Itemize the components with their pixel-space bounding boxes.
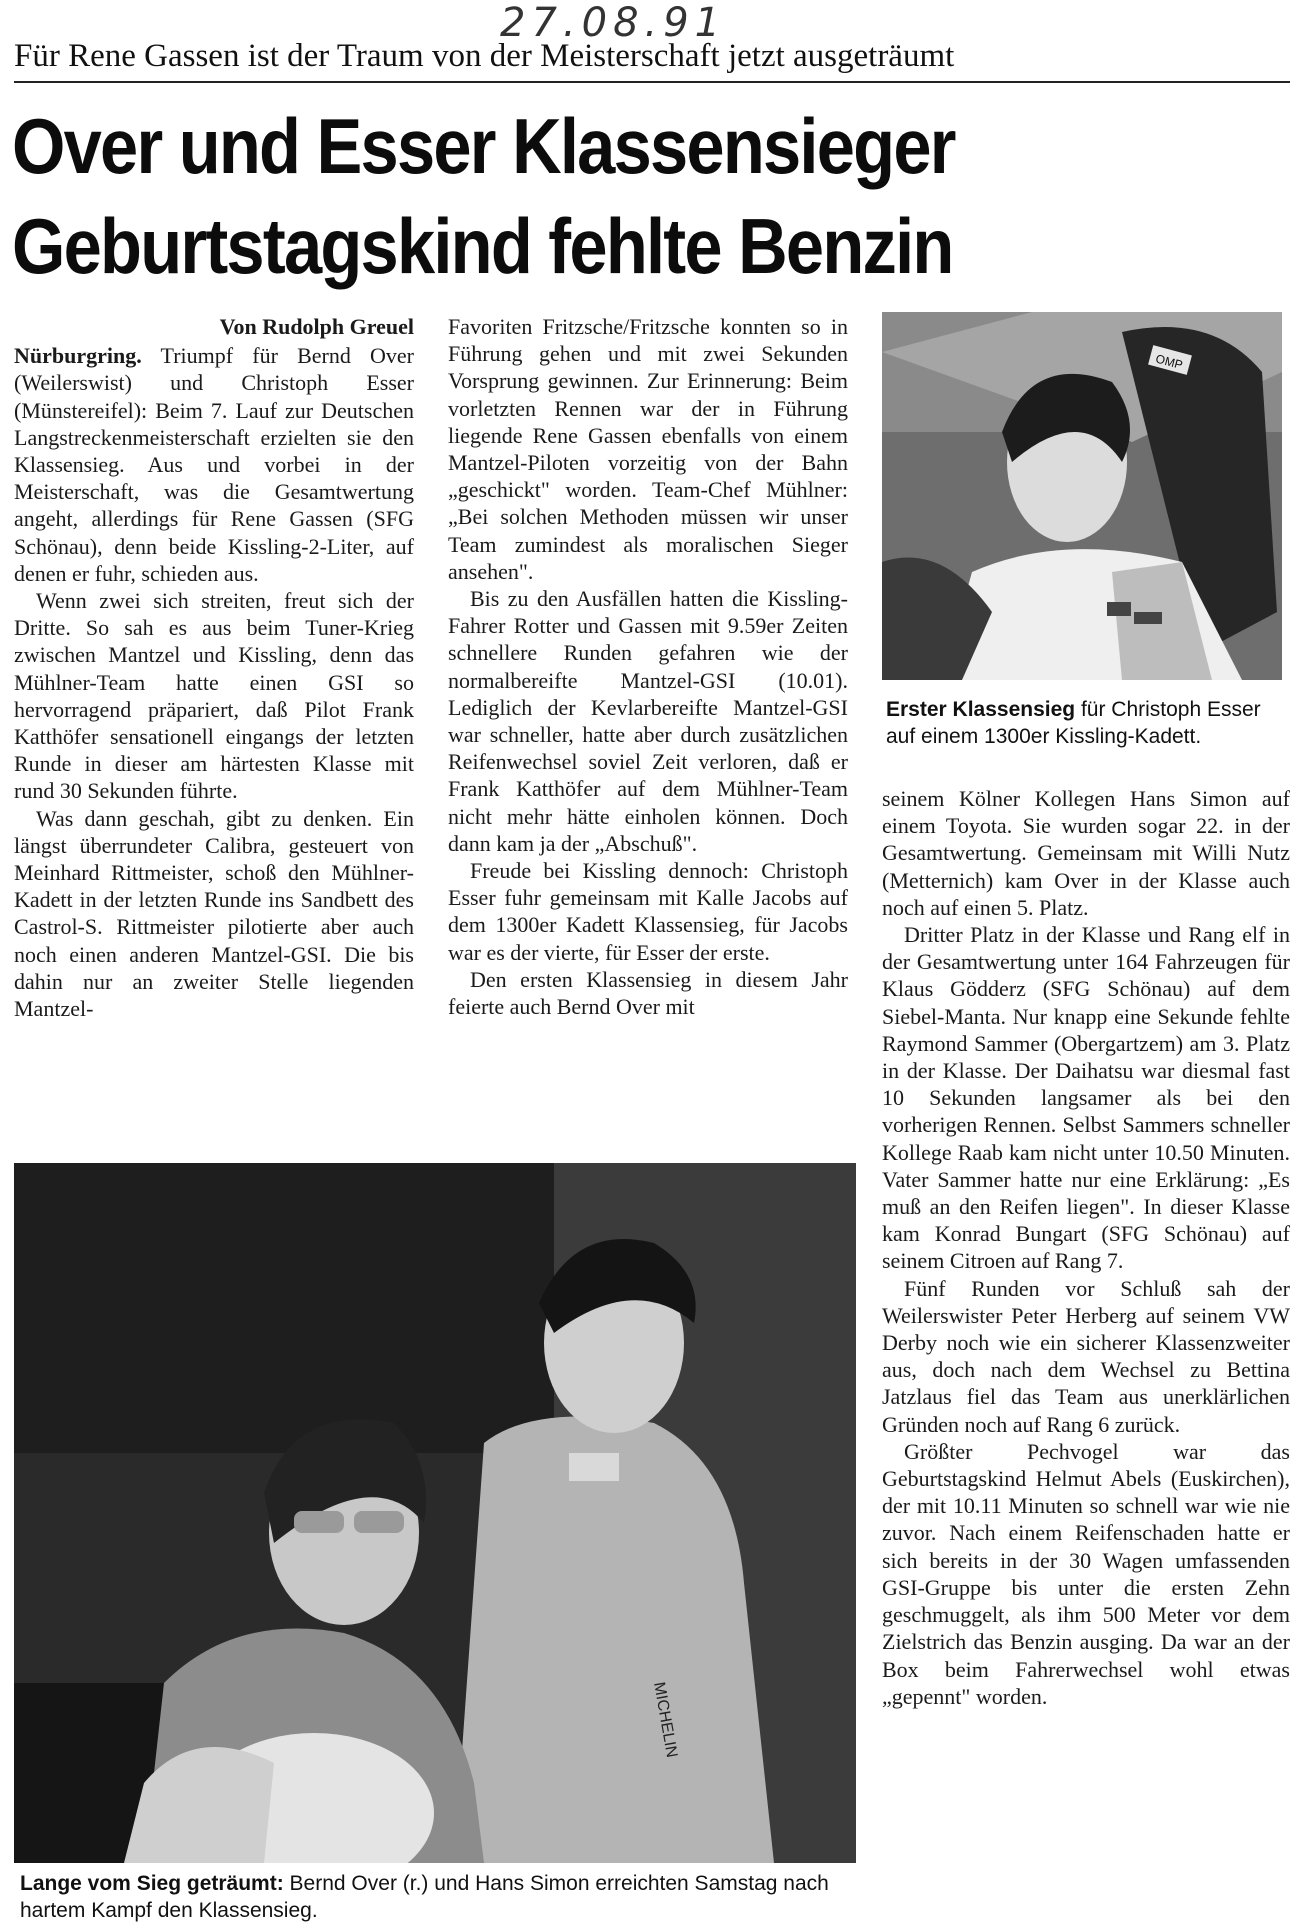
paragraph: Bis zu den Ausfällen hatten die Kissling-Fahrer Rotter und Gassen mit 9.59er Zeiten schnellere Runden gefahren wie der normalbereifte Mantzel-GSI (10.01). Lediglich der Kevlarbereifte Mantzel-GSI war schneller, hatte aber durch zusätzlichen Reifenwechsel soviel Zeit verloren, daß er Frank Katthöfer auf dem Mühlner-Team nicht mehr hätte einholen können. Doch dann kam ja der „Abschuß". [448,586,848,856]
paragraph: Wenn zwei sich streiten, freut sich der Dritte. So sah es aus beim Tuner-Krieg zwischen Mantzel und Kissling, denn das Mühlner-Team hatte einen GSI so hervorragend präpariert, daß Pilot Frank Katthöfer sensationell eingangs der letzten Runde in dieser am härtesten Klasse mit rund 30 Sekunden führte. [14,588,414,804]
kicker-headline: Für Rene Gassen ist der Traum von der Meisterschaft jetzt ausgeträumt [14,38,1290,83]
paragraph: Was dann geschah, gibt zu denken. Ein längst überrundeter Calibra, gesteuert von Meinhard Rittmeister, schoß den Mühlner-Kadett in der letzten Runde ins Sandbett des Castrol-S. Rittmeister pilotierte aber auch noch einen anderen Mantzel-GSI. Die bis dahin nur an zweiter Stelle liegenden Mantzel- [14,805,414,1022]
caption-driver-photo: Erster Klassensieg für Christoph Esser auf einem 1300er Kissling-Kadett. [886,698,1261,748]
handwritten-date: 27.08.91 [500,0,727,46]
paragraph: Dritter Platz in der Klasse und Rang elf in der Gesamtwertung unter 164 Fahrzeugen für Klaus Gödderz (SFG Schönau) auf dem Siebel-Manta. Nur knapp eine Sekunde fehlte Raymond Sammer (Obergartzem) am 3. Platz in der Klasse. Der Daihatsu war diesmal fast 10 Sekunden langsamer als bei den vorherigen Rennen. Selbst Sammers schneller Kollege Raab kam nicht unter 10.50 Minuten. Vater Sammer hatte nur eine Erklärung: „Es muß an den Reifen liegen". In dieser Klasse kam Konrad Bungart (SFG Schönau) auf seinem Citroen auf Rang 7. [882,922,1290,1274]
photo-two-drivers [14,1163,856,1863]
caption-lead: Erster Klassensieg [886,698,1076,721]
dateline: Nürburgring. [14,343,142,369]
article-column-1 [14,313,414,1022]
paragraph: Favoriten Fritzsche/Fritzsche konnten so in Führung gehen und mit zwei Sekunden Vorsprung gewinnen. Zur Erinnerung: Beim vorletzten Rennen war der in Führung liegende Rene Gassen ebenfalls von einem Mantzel-Piloten vorzeitig von der Bahn „geschickt" worden. Team-Chef Mühlner: „Bei solchen Methoden müssen wir unser Team zumindest als moralischen Sieger ansehen". [448,314,848,584]
helmet-brand-label: OMP [1154,351,1185,373]
paragraph: Den ersten Klassensieg in diesem Jahr feierte auch Bernd Over mit [448,966,848,1020]
caption-drivers-photo: Lange vom Sieg geträumt: Bernd Over (r.) und Hans Simon erreichten Samstag nach hartem Kampf den Klassensieg. [20,1872,829,1922]
drivers-photo-illustration [14,1163,856,1863]
article-column-3 [882,785,1290,1710]
photo-driver-in-car [882,312,1282,680]
main-headline [12,96,1138,296]
byline: Von Rudolph Greuel [219,314,414,339]
article-column-2 [448,313,848,1020]
suit-brand-label: MICHELIN [650,1680,681,1759]
paragraph: Fünf Runden vor Schluß sah der Weilerswister Peter Herberg auf seinem VW Derby noch wie ein sicherer Klassenzweiter aus, doch nach dem Wechsel zu Bettina Jatzlaus fiel das Team aus unerklärlichen Gründen noch auf Rang 6 zurück. [882,1275,1290,1437]
paragraph: Freude bei Kissling dennoch: Christoph Esser fuhr gemeinsam mit Kalle Jacobs auf dem 1300er Kadett Klassensieg, für Jacobs war es der vierte, für Esser der erste. [448,858,848,965]
paragraph: Größter Pechvogel war das Geburtstagskind Helmut Abels (Euskirchen), der mit 10.11 Minuten so schnell war wie nie zuvor. Nach einem Reifenschaden hatte er sich bereits in der 30 Wagen umfassenden GSI-Gruppe bis unter die ersten Zehn geschmuggelt, als ihm 500 Meter vor dem Zielstrich das Benzin ausging. Da war an der Box beim Fahrerwechsel wohl etwas „gepennt" worden. [882,1438,1290,1709]
paragraph: seinem Kölner Kollegen Hans Simon auf einem Toyota. Sie wurden sogar 22. in der Gesamtwertung. Gemeinsam mit Willi Nutz (Metternich) kam Over in der Klasse auch noch auf einen 5. Platz. [882,786,1290,920]
caption-lead: Lange vom Sieg geträumt: [20,1872,284,1895]
driver-photo-illustration [882,312,1282,680]
paragraph: Nürburgring. Triumpf für Bernd Over (Weilerswist) und Christoph Esser (Münstereifel): Beim 7. Lauf zur Deutschen Langstreckenmeisterschaft erzielten sie den Klassensieg. Aus und vorbei in der Meisterschaft, was die Gesamtwertung angeht, allerdings für Rene Gassen (SFG Schönau), denn beide Kissling-2-Liter, auf denen er fuhr, schieden aus. [14,343,414,586]
headline-line-1: Over und Esser Klassensieger [12,102,955,190]
headline-line-2: Geburtstagskind fehlte Benzin [12,202,953,290]
